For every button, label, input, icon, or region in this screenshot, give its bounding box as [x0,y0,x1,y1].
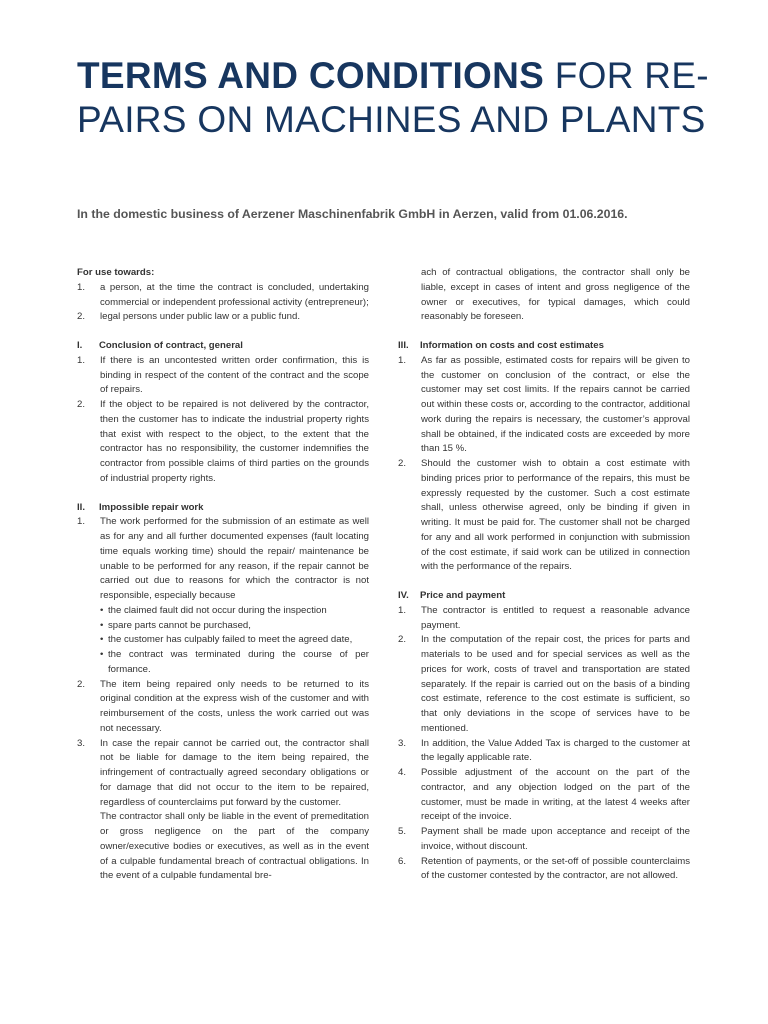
section-heading-2 [77,501,369,516]
section-title: Conclusion of contract, general [99,340,243,351]
section-number: I. [77,340,83,351]
item-text: Should the customer wish to obtain a cost estimate with binding prices prior to performance of the repairs, this must be expressly requested by the customer. Such a cost estimate shall, unless otherwise agreed, only be binding if given in writing. It must be paid for. The customer shall not be charged for any and all work performed in conjunction with submission of the cost estimate, if said work can be utilized in connection with the performance of the repairs. [421,458,690,573]
item-text: In the computation of the repair cost, the prices for parts and materials to be used and for special services as well as the prices for work, costs of travel and transportation are stated separately. If the repair is carried out on the basis of a binding cost estimate, reference to the cost estimate is sufficient, so that only deviations in the scope of services have to be mentioned. [421,634,690,734]
item-number: 3. [398,737,407,749]
section-heading-4 [398,589,690,604]
list-item [77,398,369,487]
item-text: The item being repaired only needs to be returned to its original condition at the express wish of the customer and with reimbursement of the costs, unless the work carried out was not necessary. [100,678,369,734]
item-number: 1. [398,354,407,366]
item-text: a person, at the time the contract is concluded, undertaking commercial or independent professional activity (entrepreneur); [100,281,369,308]
item-text: The contractor is entitled to request a reasonable advance payment. [421,604,690,631]
item-text: In addition, the Value Added Tax is charged to the customer at the legally applicable rate. [421,737,690,764]
item-number: 1. [77,354,86,366]
paragraph-continuation: ach of contractual obligations, the contractor shall only be liable, except in cases of intent and gross negligence of the owner or executives, for typical damages, which could reasonably be foreseen. [421,267,690,323]
item-text: The work performed for the submission of an estimate as well as for any and all further documented expenses (fault locating time equals working time) should the repair/ maintenance be unable to be performed for any reason, if the repair cannot be carried out due to reasons for which the contractor is not responsible, especially because [100,516,369,601]
item-number: 2. [398,634,407,646]
bullet-marker: • [100,634,104,646]
bullet-item [77,604,369,619]
list-item [77,354,369,398]
list-item [398,457,690,575]
item-number: 2. [77,311,86,323]
item-number: 2. [77,399,86,410]
item-text: As far as possible, estimated costs for repairs will be given to the customer on conclusion of the contract, or else the customer may set cost limits. If the repairs cannot be carried out within these costs or, according to the contractor, additional work during the repairs is necessary, the customer’s approval shall be obtained, if the indicated costs are exceeded by more than 15 %. [421,354,690,455]
title-rest: FOR RE-PAIRS ON MACHINES AND PLANTS [77,55,709,140]
bullet-text: the claimed fault did not occur during the inspection [108,604,327,616]
list-item [77,310,369,325]
bullet-marker: • [100,619,104,631]
item-text: Possible adjustment of the account on the part of the contractor, and any objection lodged on the part of the customer, must be made in writing, at the latest 4 weeks after receipt of the invoice. [421,767,690,823]
item-text: Payment shall be made upon acceptance and receipt of the invoice, without discount. [421,826,690,852]
list-item [398,354,690,457]
bullet-item [77,633,369,648]
bullet-marker: • [100,604,104,616]
item-text: In case the repair cannot be carried out, the contractor shall not be liable for damage to the item being repaired, the infringement of contractually agreed secondary obligations or for damage that did not occur to the item to be repaired, regardless of counterclaims put forward by the customer. [100,737,369,808]
item-number: 2. [398,458,407,469]
item-number: 4. [398,767,407,778]
section-number: IV. [398,590,409,601]
section-number: II. [77,501,85,513]
section-heading-3 [398,339,690,354]
item-number: 1. [77,281,86,293]
list-item [398,604,690,634]
document-subtitle: In the domestic business of Aerzener Maschinenfabrik GmbH in Aerzen, valid from 01.06.2016. [77,207,628,221]
item-number: 3. [77,737,86,749]
list-item [77,678,369,737]
bullet-marker: • [100,649,104,660]
bullet-text: the contract was terminated during the course of per formance. [108,649,369,675]
list-item [398,737,690,767]
item-number: 5. [398,826,407,837]
list-item [77,737,369,811]
left-column [77,266,369,884]
right-column [398,266,690,884]
section-heading-1 [77,339,369,354]
list-item [77,281,369,311]
item-text: If the object to be repaired is not delivered by the contractor, then the customer has to indicate the industrial property rights that exist with respect to the object, to the extent that the contractor has no responsibility, the customer indemnifies the contractor from possible claims of third parties on the grounds of industrial property rights. [100,399,369,484]
list-item [398,633,690,736]
bullet-text: the customer has culpably failed to meet the agreed date, [108,634,353,646]
item-number: 2. [77,678,86,690]
bullet-text: spare parts cannot be purchased, [108,619,251,631]
bullet-item [77,648,369,678]
title-bold: TERMS AND CONDITIONS [77,55,545,96]
list-item [398,855,690,885]
item-text: If there is an uncontested written order confirmation, this is binding in respect of the content of the contract and the scope of repairs. [100,354,369,396]
item-text: legal persons under public law or a public fund. [100,311,300,323]
item-number: 1. [77,516,86,528]
item-number: 1. [398,604,407,616]
section-title: Impossible repair work [99,501,204,513]
document-title [77,54,717,142]
use-heading: For use towards: [77,267,155,278]
section-title: Price and payment [420,590,506,601]
item-number: 6. [398,855,407,867]
list-item [398,766,690,825]
list-item [77,515,369,604]
section-number: III. [398,340,409,351]
list-item [398,825,690,855]
item-text: Retention of payments, or the set-off of possible counterclaims of the customer contested by the contractor, are not allowed. [421,855,690,882]
section-title: Information on costs and cost estimates [420,340,604,351]
bullet-item [77,619,369,634]
paragraph-continued: The contractor shall only be liable in the event of premeditation or gross negligence on the part of the company owner/executive bodies or executives, as well as in the event of a culpable fundamental breach of contractual obligations. In the event of a culpable fundamental bre- [100,811,369,882]
